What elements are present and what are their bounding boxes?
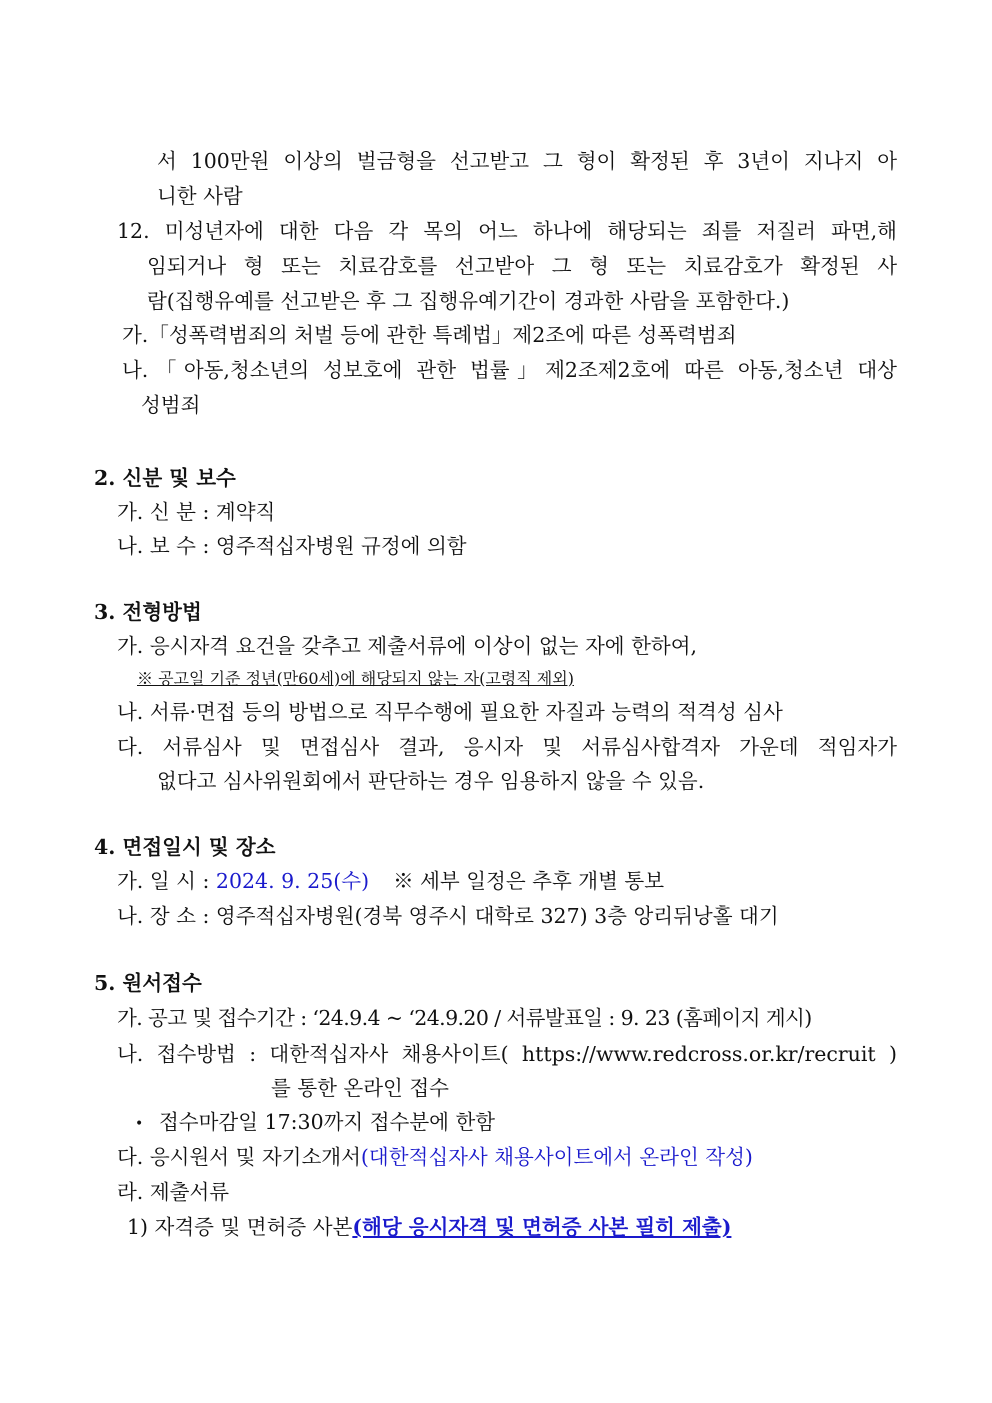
item-12-ga: 가.「성폭력범죄의 처벌 등에 관한 특례법」제2조에 따른 성폭력범죄 [122, 323, 737, 347]
section-5-ra: 라. 제출서류 [117, 1180, 230, 1204]
section-3-note: ※ 공고일 기준 정년(만60세)에 해당되지 않는 자(고령직 제외) [137, 669, 574, 688]
section-5-da [117, 1142, 753, 1172]
section-5-ga: 가. 공고 및 접수기간 : ‘24.9.4 ~ ‘24.9.20 / 서류발표일 : 9. 23 (홈페이지 게시) [117, 1006, 812, 1030]
section-5-ra-1-prefix: 1) 자격증 및 면허증 사본 [127, 1215, 353, 1239]
bullet-icon: • [135, 1115, 144, 1132]
section-5-na-line-1: 나. 접수방법 : 대한적십자사 채용사이트( https://www.redcross.or.kr/recruit ) [117, 1042, 897, 1066]
prev-item-line-2: 니한 사람 [157, 184, 243, 208]
section-5-na-line-2: 를 통한 온라인 접수 [271, 1076, 449, 1100]
section-4-ga [117, 866, 664, 896]
section-4-title: 4. 면접일시 및 장소 [94, 835, 276, 859]
section-2-title: 2. 신분 및 보수 [94, 466, 236, 490]
section-3-title: 3. 전형방법 [94, 600, 202, 624]
item-12-na-line-2: 성범죄 [141, 393, 201, 417]
prev-item-line-1: 서 100만원 이상의 벌금형을 선고받고 그 형이 확정된 후 3년이 지나지 아 [157, 149, 897, 173]
item-12-na-line-1: 나.「아동,청소년의 성보호에 관한 법률」제2조제2호에 따른 아동,청소년 대상 [122, 358, 897, 382]
section-3-da-line-2: 없다고 심사위원회에서 판단하는 경우 임용하지 않을 수 있음. [157, 769, 705, 793]
section-5-bullet-text: 접수마감일 17:30까지 접수분에 한함 [159, 1110, 496, 1134]
section-5-ra-1-note: (해당 응시자격 및 면허증 사본 필히 제출) [352, 1215, 732, 1239]
section-5-ra-1 [127, 1212, 731, 1242]
item-12-line-2: 임되거나 형 또는 치료감호를 선고받아 그 형 또는 치료감호가 확정된 사 [147, 254, 897, 278]
section-4-ga-prefix: 가. 일 시 : [117, 869, 216, 893]
interview-date: 2024. 9. 25(수) [215, 869, 370, 893]
section-4-na: 나. 장 소 : 영주적십자병원(경북 영주시 대학로 327) 3층 앙리뒤낭홀 대기 [117, 904, 779, 928]
section-2-na: 나. 보 수 : 영주적십자병원 규정에 의함 [117, 534, 467, 558]
item-12-line-3: 람(집행유예를 선고받은 후 그 집행유예기간이 경과한 사람을 포함한다.) [147, 289, 790, 313]
section-5-bullet [135, 1107, 495, 1137]
section-2-ga: 가. 신 분 : 계약직 [117, 500, 276, 524]
section-3-ga: 가. 응시자격 요건을 갖추고 제출서류에 이상이 없는 자에 한하여, [117, 634, 698, 658]
section-3-na: 나. 서류·면접 등의 방법으로 직무수행에 필요한 자질과 능력의 적격성 심사 [117, 700, 783, 724]
interview-date-note: ※ 세부 일정은 추후 개별 통보 [393, 869, 664, 893]
item-12-line-1: 12. 미성년자에 대한 다음 각 목의 어느 하나에 해당되는 죄를 저질러 파면,해 [117, 219, 897, 243]
section-5-da-note: (대한적십자사 채용사이트에서 온라인 작성) [360, 1145, 753, 1169]
section-3-da-line-1: 다. 서류심사 및 면접심사 결과, 응시자 및 서류심사합격자 가운데 적임자가 [117, 735, 897, 759]
section-5-title: 5. 원서접수 [94, 971, 202, 995]
section-5-da-prefix: 다. 응시원서 및 자기소개서 [117, 1145, 361, 1169]
